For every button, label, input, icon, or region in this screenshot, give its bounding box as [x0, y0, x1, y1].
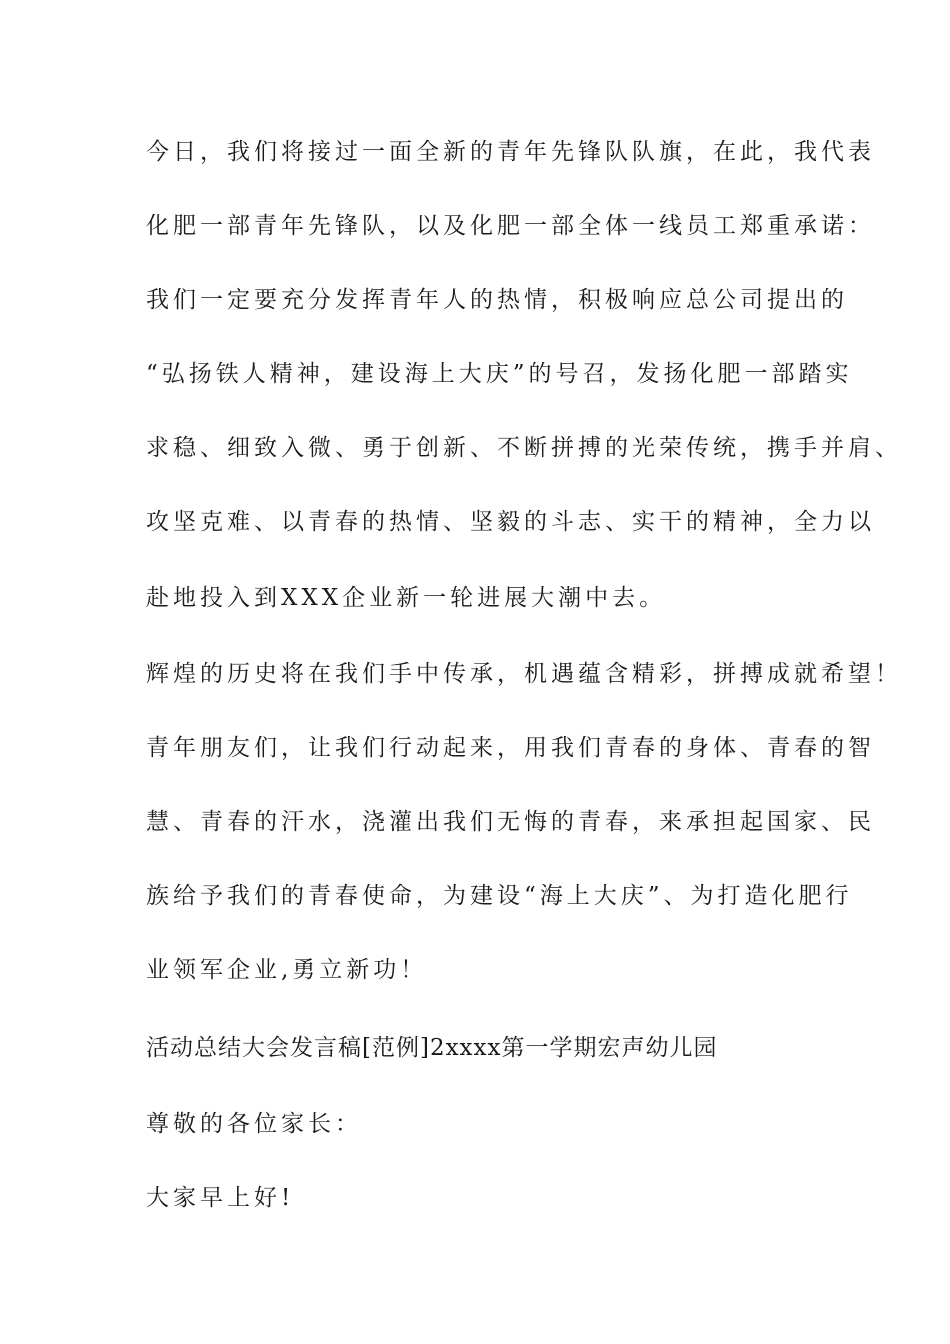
paragraph-line: 求稳、细致入微、勇于创新、不断拼搏的光荣传统，携手并肩、	[146, 435, 902, 461]
salutation: 尊敬的各位家长：	[146, 1111, 362, 1137]
paragraph-line: 我们一定要充分发挥青年人的热情，积极响应总公司提出的	[146, 287, 848, 313]
paragraph-line: 慧、青春的汗水，浇灌出我们无悔的青春，来承担起国家、民	[146, 809, 875, 835]
paragraph-line: 攻坚克难、以青春的热情、坚毅的斗志、实干的精神，全力以	[146, 509, 875, 535]
paragraph-line: 青年朋友们，让我们行动起来，用我们青春的身体、青春的智	[146, 735, 875, 761]
paragraph-line: “弘扬铁人精神，建设海上大庆”的号召，发扬化肥一部踏实	[146, 361, 853, 387]
section-heading: 活动总结大会发言稿[范例]2xxxx第一学期宏声幼儿园	[146, 1035, 718, 1061]
paragraph-line: 今日，我们将接过一面全新的青年先锋队队旗，在此，我代表	[146, 139, 875, 165]
paragraph-line: 化肥一部青年先锋队，以及化肥一部全体一线员工郑重承诺：	[146, 213, 875, 239]
paragraph-line: 辉煌的历史将在我们手中传承，机遇蕴含精彩，拼搏成就希望！	[146, 661, 902, 687]
greeting: 大家早上好!	[146, 1185, 295, 1211]
paragraph-line: 业领军企业,勇立新功！	[146, 957, 428, 983]
paragraph-line: 族给予我们的青春使命，为建设“海上大庆”、为打造化肥行	[146, 883, 853, 909]
paragraph-line: 赴地投入到XXX企业新一轮进展大潮中去。	[146, 585, 667, 611]
